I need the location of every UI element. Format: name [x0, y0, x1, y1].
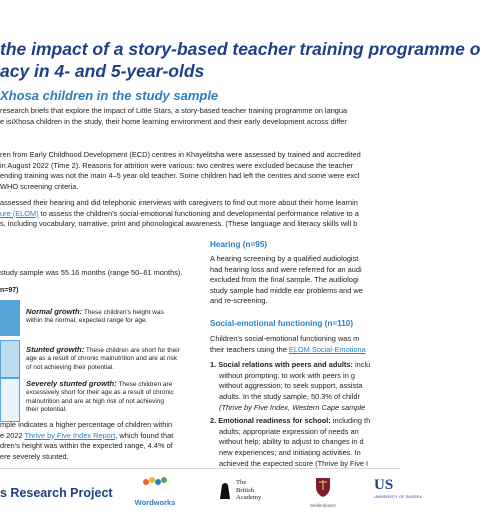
title-line-2: acy in 4- and 5-year-olds — [0, 61, 205, 81]
severe-growth-description: Severely stunted growth: These children are excessively short for their age as a result of chronic malnutrition and are at high risk of not achieving their potential. — [26, 379, 174, 414]
social-item-1: 1. Social relations with peers and adults: inclu without prompting; to work with peers in g without aggression; to seek support, assista adults. In the study sample, 50.3% of childr (Thrive by Five Index, Western Cape sample — [210, 360, 371, 412]
thrive-report-link[interactable]: Thrive by Five Index Report — [24, 430, 116, 440]
social-item-2: 2. Emotional readiness for school: including th adults; appropriate expression of needs an without help; ability to adjust to changes in d new experiences; and initiating activities. In achieved the expected score (Thrive by Five I — [210, 416, 371, 468]
normal-growth-label: Normal growth: — [26, 307, 83, 316]
assess-line: assessed their hearing and did telephonic interviews with caregivers to find out more about their home learnin — [0, 198, 358, 207]
section-heading: Xhosa children in the study sample — [0, 88, 219, 103]
stellenbosch-crest-icon — [314, 476, 332, 498]
sussex-logo: US UNIVERSITY OF SUSSEX — [374, 477, 422, 499]
severe-growth-swatch — [0, 378, 20, 422]
comparison-paragraph: mple indicates a higher percentage of children within e 2022 Thrive by Five Index Report, which found that dren's height was within the expected range, 4.4% of ere severely stunted. — [0, 420, 174, 461]
assess-line: s, including vocabulary, narrative, print and phonological awareness. (These language and literacy skills will b — [0, 219, 358, 229]
intro-paragraph — [0, 106, 347, 127]
hearing-paragraph: A hearing screening by a qualified audiologist had hearing loss and were referred for an audi excluded from the final sample. The audiologi study sample had middle ear problems and we and re-screening. — [210, 254, 363, 306]
british-academy-icon — [218, 481, 232, 501]
social-paragraph: Children's social-emotional functioning was m their teachers using the ELOM Social-Emotiona — [210, 333, 366, 354]
social-heading: Social-emotional functioning (n=110) — [210, 318, 354, 328]
elom-link[interactable]: ure (ELOM) — [0, 208, 39, 218]
assessment-paragraph — [0, 198, 359, 230]
normal-growth-swatch — [0, 300, 20, 336]
sample-line: WHO screening criteria. — [0, 181, 79, 191]
stunted-growth-description: Stunted growth: These children are short for their age as a result of chronic malnutrition and are at risk of not achieving their potential. — [26, 345, 180, 371]
hearing-heading: Hearing (n=95) — [210, 240, 268, 249]
normal-growth-description: Normal growth: These children's height was within the normal, expected range for age. — [26, 307, 164, 325]
intro-line: e isiXhosa children in the study, their home learning environment and their early development across differ — [0, 116, 347, 126]
sample-line: ending training was not the main 4–5 year old teacher. Some children had left the centres and some were excl — [0, 171, 360, 181]
stellenbosch-logo: Stellenbosch — [300, 476, 346, 508]
sample-line: ren from Early Childhood Development (ECD) centres in Khayelitsha were assessed by trained and accredited — [0, 150, 361, 159]
stunted-growth-swatch — [0, 340, 20, 378]
sample-paragraph — [0, 150, 361, 192]
age-text: study sample was 55.16 months (range 50–61 months). — [0, 268, 183, 277]
intro-line: research briefs that explore the impact of Little Stars, a story-based teacher training programme on langua — [0, 106, 348, 115]
wordworks-logo: Wordworks — [132, 475, 178, 507]
title-line-1: the impact of a story-based teacher training programme o — [0, 39, 480, 59]
footer: s Research Project Wordworks The British Academy Stellenbosch US UNIVERSITY OF SUSSEX — [0, 468, 400, 517]
stunted-growth-label: Stunted growth: — [26, 345, 85, 354]
page-title — [0, 38, 480, 82]
wordworks-icon — [140, 475, 170, 493]
sample-line: in August 2022 (Time 2). Reasons for attrition were various: two centres were excluded because the teacher — [0, 160, 354, 170]
severe-growth-label: Severely stunted growth: — [26, 379, 117, 388]
right-column — [210, 240, 400, 469]
footer-project-title: s Research Project — [0, 486, 113, 500]
growth-n-label: n=97) — [0, 287, 19, 294]
assess-line-tail: to assess the children's social-emotional functioning and developmental performance relative to a — [38, 208, 359, 218]
elom-social-link[interactable]: ELOM Social-Emotiona — [288, 344, 366, 354]
